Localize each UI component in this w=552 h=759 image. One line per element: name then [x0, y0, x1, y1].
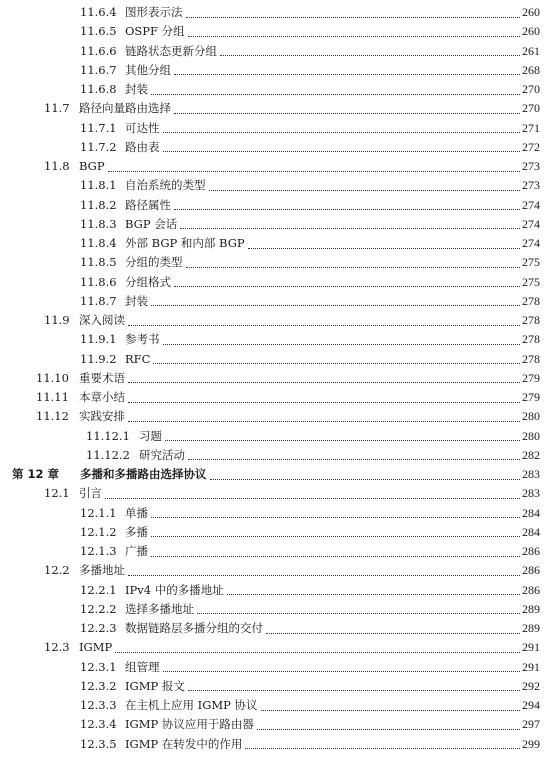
toc-entry-title: 封装: [125, 293, 148, 308]
toc-entry-number: 11.8.6: [80, 274, 117, 289]
toc-entry-title: 习题: [139, 428, 162, 443]
toc-entry[interactable]: [80, 119, 540, 138]
toc-entry-number: 12.1.2: [80, 524, 117, 539]
toc-entry-title: 多播: [125, 524, 148, 539]
dot-leader: [163, 343, 521, 345]
dot-leader: [248, 247, 520, 249]
toc-entry-title: IGMP 在转发中的作用: [125, 736, 243, 751]
dot-leader: [180, 227, 520, 229]
dot-leader: [153, 362, 520, 364]
dot-leader: [128, 324, 520, 326]
toc-entry-page: 278: [522, 313, 540, 327]
dot-leader: [151, 516, 520, 518]
toc-entry-page: 289: [522, 601, 540, 616]
toc-entry-title: 参考书: [125, 332, 160, 347]
toc-entry-page: 299: [522, 736, 540, 751]
toc-entry-page: 286: [522, 544, 540, 558]
toc-entry-number: 11.6.6: [80, 43, 117, 58]
toc-entry-title: 可达性: [125, 120, 160, 135]
dot-leader: [261, 709, 520, 711]
dot-leader: [245, 747, 520, 749]
toc-entry[interactable]: [80, 619, 540, 638]
toc-entry-title: 分组的类型: [125, 255, 183, 270]
toc-entry-title: 研究活动: [139, 447, 185, 462]
toc-entry-title: 图形表示法: [125, 5, 183, 19]
toc-entry-title: 多播和多播路由选择协议: [80, 467, 207, 481]
dot-leader: [163, 150, 521, 152]
toc-entry-number: 12.3.2: [80, 678, 117, 693]
toc-entry-number: 11.6.7: [80, 62, 117, 77]
toc-entry-title: 路径向量路由选择: [79, 101, 171, 116]
dot-leader: [186, 266, 521, 268]
dot-leader: [128, 401, 520, 403]
toc-entry-title: 分组格式: [125, 274, 171, 289]
toc-entry-title: 广播: [125, 544, 148, 558]
toc-entry-title: OSPF 分组: [125, 24, 185, 39]
toc-entry-number: 11.9.1: [80, 332, 117, 347]
toc-entry-page: 275: [522, 274, 540, 289]
toc-entry-title: IGMP: [79, 640, 113, 655]
toc-entry-title: 引言: [79, 486, 102, 501]
toc-entry[interactable]: [80, 600, 540, 619]
toc-entry-title: 路径属性: [125, 197, 171, 212]
dot-leader: [128, 381, 520, 383]
toc-entry-title: 外部 BGP 和内部 BGP: [125, 236, 245, 250]
toc-entry[interactable]: [44, 484, 540, 503]
toc-entry-number: 11.8.1: [80, 178, 117, 193]
toc-entry[interactable]: [36, 388, 540, 407]
toc-entry-number: 11.7: [44, 101, 70, 116]
toc-entry-page: 270: [522, 82, 540, 96]
dot-leader: [108, 170, 520, 172]
toc-entry-page: 275: [522, 255, 540, 270]
toc-entry[interactable]: [80, 80, 540, 99]
toc-entry[interactable]: [80, 677, 540, 696]
toc-entry-number: 11.8.3: [80, 216, 117, 231]
toc-entry[interactable]: [44, 561, 540, 580]
toc-entry-number: 11.11: [36, 390, 69, 404]
toc-entry-page: 280: [522, 428, 540, 443]
toc-entry[interactable]: [80, 3, 540, 22]
toc-entry[interactable]: [80, 138, 540, 157]
toc-entry-page: 284: [522, 505, 540, 520]
dot-leader: [188, 458, 520, 460]
toc-entry-page: 289: [522, 621, 540, 635]
dot-leader: [188, 689, 520, 691]
toc-entry[interactable]: [80, 350, 540, 369]
toc-chapter-entry[interactable]: [12, 465, 540, 484]
toc-entry[interactable]: [80, 61, 540, 80]
toc-entry-page: 292: [522, 678, 540, 693]
dot-leader: [151, 304, 520, 306]
toc-entry-page: 297: [522, 717, 540, 732]
toc-entry-title: BGP 会话: [125, 216, 178, 231]
toc-entry-title: BGP: [79, 159, 105, 173]
toc-entry-page: 280: [522, 409, 540, 424]
toc-entry[interactable]: [80, 581, 540, 600]
toc-entry[interactable]: [80, 735, 540, 754]
dot-leader: [151, 535, 520, 537]
toc-entry[interactable]: [80, 22, 540, 41]
toc-entry[interactable]: [80, 215, 540, 234]
toc-entry[interactable]: [44, 311, 540, 330]
toc-entry[interactable]: [80, 504, 540, 523]
toc-entry-number: 11.8.4: [80, 236, 117, 250]
toc-entry[interactable]: [80, 234, 540, 253]
toc-entry-title: 实践安排: [79, 409, 125, 424]
dot-leader: [174, 285, 520, 287]
toc-entry-number: 11.6.4: [80, 5, 117, 19]
toc-entry[interactable]: [80, 715, 540, 734]
toc-entry-number: 11.8.2: [80, 197, 117, 212]
toc-entry-page: 271: [522, 120, 540, 135]
toc-entry-title: 本章小结: [79, 390, 125, 404]
toc-entry-page: 286: [522, 582, 540, 597]
toc-entry-number: 12.3.4: [80, 717, 117, 732]
toc-entry-number: 12.3.3: [80, 698, 117, 712]
toc-entry-number: 12.2.1: [80, 582, 117, 597]
toc-entry-number: 12.3: [44, 640, 70, 655]
toc-entry-number: 第 12 章: [12, 467, 60, 481]
toc-entry[interactable]: [80, 330, 540, 349]
toc-entry-number: 12.3.1: [80, 659, 117, 674]
dot-leader: [227, 593, 520, 595]
toc-entry-number: 11.9: [44, 313, 70, 327]
toc-entry[interactable]: [86, 446, 540, 465]
toc-entry-page: 291: [522, 659, 540, 674]
dot-leader: [209, 189, 521, 191]
toc-entry-number: 11.8.7: [80, 293, 117, 308]
toc-entry-number: 11.7.2: [80, 139, 117, 154]
toc-entry-page: 274: [522, 197, 540, 212]
toc-entry-page: 260: [522, 5, 540, 19]
toc-entry-title: 选择多播地址: [125, 601, 194, 616]
dot-leader: [151, 93, 520, 95]
dot-leader: [128, 574, 520, 576]
dot-leader: [266, 632, 520, 634]
toc-entry-number: 11.7.1: [80, 120, 117, 135]
toc-entry-page: 294: [522, 698, 540, 712]
dot-leader: [115, 651, 520, 653]
toc-entry-number: 11.9.2: [80, 351, 117, 366]
toc-entry-number: 12.1.3: [80, 544, 117, 558]
toc-entry[interactable]: [80, 542, 540, 561]
dot-leader: [163, 670, 521, 672]
toc-entry[interactable]: [80, 42, 540, 61]
dot-leader: [257, 728, 520, 730]
toc-entry-title: IPv4 中的多播地址: [125, 582, 224, 597]
toc-entry[interactable]: [80, 658, 540, 677]
toc-entry-number: 12.1.1: [80, 505, 117, 520]
toc-entry-page: 272: [522, 139, 540, 154]
toc-entry[interactable]: [80, 696, 540, 715]
toc-entry-page: 279: [522, 370, 540, 385]
toc-entry-title: 组管理: [125, 659, 160, 674]
toc-entry-page: 279: [522, 390, 540, 404]
toc-entry-number: 12.2.2: [80, 601, 117, 616]
toc-entry-number: 12.3.5: [80, 736, 117, 751]
toc-entry-page: 286: [522, 563, 540, 578]
toc-entry[interactable]: [80, 176, 540, 195]
toc-entry[interactable]: [80, 523, 540, 542]
toc-entry[interactable]: [36, 369, 540, 388]
toc-entry-title: 深入阅读: [79, 313, 125, 327]
toc-entry-page: 274: [522, 236, 540, 250]
toc-entry[interactable]: [80, 292, 540, 311]
toc-entry-title: 其他分组: [125, 62, 171, 77]
dot-leader: [128, 420, 520, 422]
toc-entry-page: 282: [522, 447, 540, 462]
toc-entry-page: 283: [522, 486, 540, 501]
toc-entry-title: 数据链路层多播分组的交付: [125, 621, 263, 635]
toc-entry-title: 链路状态更新分组: [125, 43, 217, 58]
dot-leader: [188, 35, 520, 37]
toc-entry-title: RFC: [125, 351, 151, 366]
toc-entry[interactable]: [36, 407, 540, 426]
toc-entry-page: 278: [522, 293, 540, 308]
toc-entry-number: 11.12.1: [86, 428, 130, 443]
dot-leader: [174, 73, 520, 75]
toc-entry-page: 268: [522, 62, 540, 77]
toc-entry-number: 11.8: [44, 159, 70, 173]
toc-entry[interactable]: [80, 196, 540, 215]
toc-entry-number: 12.1: [44, 486, 70, 501]
toc-entry-page: 278: [522, 351, 540, 366]
dot-leader: [174, 112, 520, 114]
toc-entry-title: 多播地址: [79, 563, 125, 578]
toc-entry[interactable]: [44, 157, 540, 176]
toc-entry-title: 重要术语: [79, 370, 125, 385]
toc-entry-title: 自治系统的类型: [125, 178, 206, 193]
dot-leader: [105, 497, 520, 499]
toc-entry-page: 278: [522, 332, 540, 347]
toc-entry[interactable]: [80, 253, 540, 272]
toc-entry-number: 11.8.5: [80, 255, 117, 270]
toc-entry-page: 260: [522, 24, 540, 39]
toc-entry-title: 路由表: [125, 139, 160, 154]
dot-leader: [210, 478, 521, 480]
dot-leader: [186, 16, 521, 18]
toc-entry-number: 11.12.2: [86, 447, 130, 462]
toc-entry-page: 273: [522, 178, 540, 193]
toc-entry[interactable]: [86, 427, 540, 446]
toc-entry-number: 12.2: [44, 563, 70, 578]
toc-entry-title: IGMP 协议应用于路由器: [125, 717, 254, 732]
dot-leader: [220, 54, 520, 56]
toc-entry-page: 270: [522, 101, 540, 116]
toc-entry-number: 11.12: [36, 409, 69, 424]
toc-entry-title: IGMP 报文: [125, 678, 185, 693]
toc-entry-page: 274: [522, 216, 540, 231]
dot-leader: [163, 131, 521, 133]
toc-entry-number: 11.6.8: [80, 82, 117, 96]
dot-leader: [151, 555, 520, 557]
toc-entry[interactable]: [44, 638, 540, 657]
toc-entry-page: 291: [522, 640, 540, 655]
toc-entry-page: 273: [522, 159, 540, 173]
toc-entry[interactable]: [44, 99, 540, 118]
toc-entry-title: 单播: [125, 505, 148, 520]
toc-entry-number: 11.10: [36, 370, 69, 385]
toc-entry-number: 11.6.5: [80, 24, 117, 39]
toc-entry-number: 12.2.3: [80, 621, 117, 635]
dot-leader: [174, 208, 520, 210]
dot-leader: [165, 439, 520, 441]
toc-entry-page: 283: [522, 467, 540, 481]
toc-entry-title: 在主机上应用 IGMP 协议: [125, 698, 258, 712]
toc-entry[interactable]: [80, 273, 540, 292]
toc-entry-page: 284: [522, 524, 540, 539]
dot-leader: [197, 612, 520, 614]
toc-entry-title: 封装: [125, 82, 148, 96]
toc-entry-page: 261: [522, 43, 540, 58]
